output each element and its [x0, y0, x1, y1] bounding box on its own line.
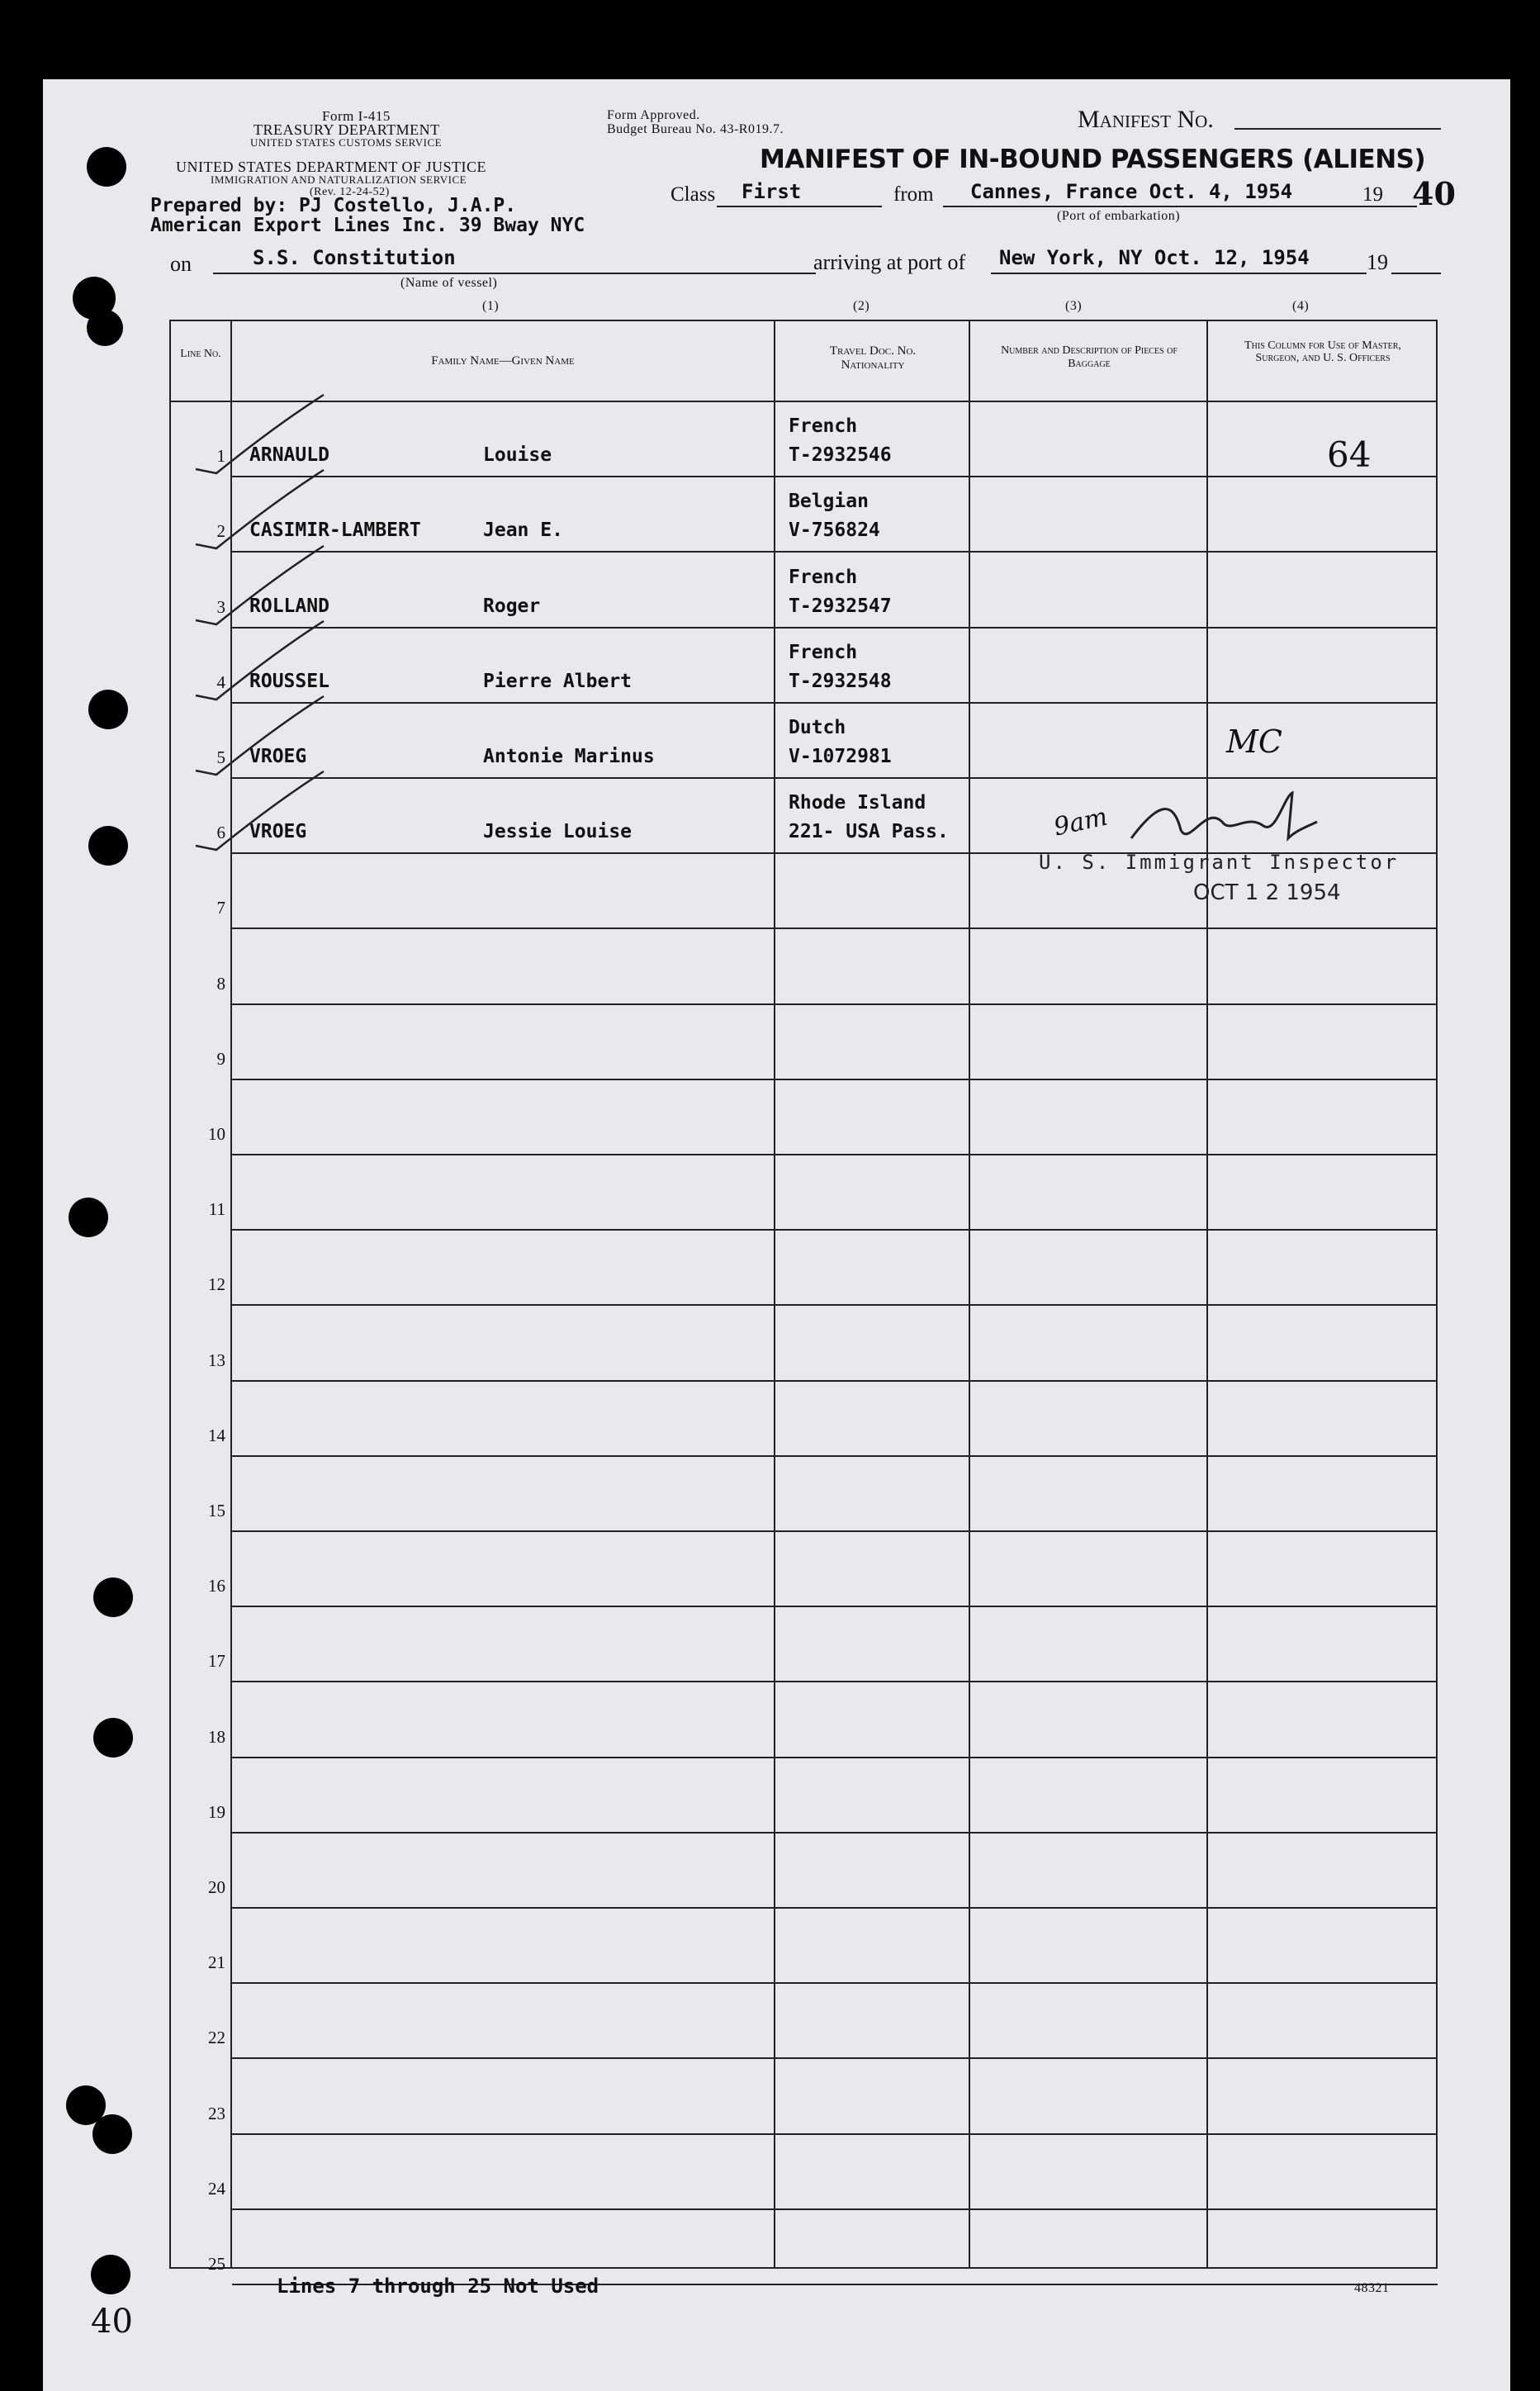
punch-hole — [93, 1577, 133, 1617]
line-number: 1 — [216, 446, 225, 467]
line-number: 14 — [208, 1425, 225, 1445]
family-name: ROLLAND — [249, 595, 329, 617]
given-name: Jessie Louise — [483, 821, 633, 843]
table-row — [171, 2135, 1438, 2210]
inspector-stamp: U. S. Immigrant Inspector — [1039, 851, 1400, 874]
line-number: 10 — [208, 1123, 225, 1144]
inspector-signature — [1123, 789, 1321, 855]
form-number: Form I-415 — [322, 108, 391, 124]
year-prefix-1: 19 — [1362, 183, 1383, 206]
justice-label: UNITED STATES DEPARTMENT OF JUSTICE — [176, 159, 487, 175]
arrival-underline — [991, 273, 1367, 274]
line-number: 22 — [208, 2028, 225, 2048]
ins-label: IMMIGRATION AND NATURALIZATION SERVICE — [211, 173, 467, 186]
on-label: on — [170, 252, 192, 276]
table-row — [171, 1682, 1438, 1758]
approved-label: Form Approved. — [607, 108, 700, 122]
line-number: 5 — [216, 747, 225, 767]
officers-header: This Column for Use of Master, Surgeon, and U. S. Officers — [1244, 339, 1401, 364]
travel-doc-number: V-756824 — [789, 519, 880, 542]
travel-doc-number: 221- USA Pass. — [789, 821, 949, 843]
line-number: 7 — [216, 898, 225, 918]
customs-label: UNITED STATES CUSTOMS SERVICE — [250, 136, 443, 149]
rev-label: (Rev. 12-24-52) — [310, 186, 390, 198]
port-embark-caption: (Port of embarkation) — [1057, 209, 1181, 223]
arriving-label: arriving at port of — [813, 250, 966, 274]
class-underline — [717, 206, 882, 207]
line-number: 4 — [216, 671, 225, 692]
line-number: 8 — [216, 973, 225, 994]
table-row — [171, 929, 1438, 1004]
family-name: CASIMIR-LAMBERT — [249, 519, 421, 542]
family-name: VROEG — [249, 745, 307, 767]
nationality: Dutch — [789, 716, 846, 738]
line-number: 25 — [208, 2253, 225, 2274]
punch-hole — [88, 690, 128, 729]
col4-number: (4) — [1292, 299, 1310, 313]
manifest-no-line — [1234, 128, 1441, 130]
travel-doc-number: T-2932547 — [789, 595, 892, 617]
table-row — [171, 1909, 1438, 1984]
vessel-caption: (Name of vessel) — [400, 276, 498, 290]
year-prefix-2: 19 — [1367, 250, 1388, 274]
officer-initials: MC — [1226, 723, 1282, 760]
table-row — [171, 1231, 1438, 1306]
col2-number: (2) — [853, 299, 870, 313]
family-name: VROEG — [249, 821, 307, 843]
family-name: ARNAULD — [249, 444, 329, 467]
table-row — [171, 629, 1438, 704]
punch-hole — [87, 147, 126, 187]
budget-label: Budget Bureau No. 43-R019.7. — [607, 122, 784, 136]
treasury-label: TREASURY DEPARTMENT — [254, 121, 440, 138]
punch-hole — [69, 1198, 108, 1237]
table-row — [171, 2059, 1438, 2134]
line-number: 3 — [216, 596, 225, 617]
line-number: 18 — [208, 1726, 225, 1747]
nationality: French — [789, 415, 858, 438]
table-row — [171, 1306, 1438, 1381]
travel-doc-number: T-2932546 — [789, 444, 892, 467]
line-number: 12 — [208, 1274, 225, 1295]
table-row — [171, 1155, 1438, 1231]
line-number: 16 — [208, 1576, 225, 1596]
manifest-title: MANIFEST OF IN-BOUND PASSENGERS (ALIENS) — [760, 145, 1426, 174]
nationality: French — [789, 641, 858, 663]
travel-doc-number: V-1072981 — [789, 745, 892, 767]
table-row — [171, 402, 1438, 477]
table-row — [171, 1758, 1438, 1834]
table-row — [171, 553, 1438, 628]
line-number: 13 — [208, 1350, 225, 1370]
line-number: 21 — [208, 1952, 225, 1973]
line-number: 6 — [216, 823, 225, 843]
table-row — [171, 1457, 1438, 1532]
officer-number: 64 — [1327, 434, 1372, 475]
nationality: French — [789, 566, 858, 588]
class-label: Class — [670, 183, 716, 206]
baggage-header: Number and Description of Pieces of Baggage — [1001, 344, 1178, 370]
line-number: 23 — [208, 2103, 225, 2123]
table-row — [171, 1532, 1438, 1607]
arrival-port: New York, NY Oct. 12, 1954 — [999, 246, 1310, 269]
line-number: 19 — [208, 1801, 225, 1822]
line-no-header: Line No. — [180, 348, 221, 360]
given-name: Antonie Marinus — [483, 745, 655, 767]
vessel-underline — [213, 273, 816, 274]
col3-number: (3) — [1065, 299, 1083, 313]
footer-note: Lines 7 through 25 Not Used — [277, 2275, 599, 2298]
passenger-table — [169, 320, 1438, 2274]
company-line: American Export Lines Inc. 39 Bway NYC — [150, 215, 585, 236]
table-row — [171, 477, 1438, 553]
punch-hole — [88, 826, 128, 866]
col1-number: (1) — [482, 299, 500, 313]
punch-hole — [93, 1718, 133, 1758]
table-row — [171, 1382, 1438, 1457]
table-row — [171, 1005, 1438, 1080]
given-name: Pierre Albert — [483, 670, 633, 692]
table-row — [171, 1984, 1438, 2059]
line-number: 17 — [208, 1651, 225, 1672]
from-label: from — [893, 183, 934, 206]
prepared-by: Prepared by: PJ Costello, J.A.P. — [150, 195, 517, 216]
line-number: 24 — [208, 2178, 225, 2199]
travel-doc-header: Travel Doc. No. Nationality — [829, 344, 917, 372]
page-number: 40 — [91, 2303, 133, 2341]
line-number: 15 — [208, 1500, 225, 1520]
from-value: Cannes, France Oct. 4, 1954 — [970, 180, 1293, 203]
vessel-name: S.S. Constitution — [253, 246, 456, 269]
punch-hole — [91, 2255, 130, 2294]
line-number: 11 — [208, 1199, 225, 1220]
line-number: 20 — [208, 1876, 225, 1897]
year-underline — [1391, 273, 1441, 274]
punch-hole — [92, 2114, 132, 2154]
punch-hole — [87, 310, 123, 346]
form-code: 48321 — [1354, 2281, 1390, 2295]
time-note: 9am — [1051, 802, 1111, 842]
table-row — [171, 1080, 1438, 1155]
manifest-no-label: Manifest No. — [1078, 106, 1214, 133]
page-stamp-top: 40 — [1412, 175, 1456, 212]
table-row — [171, 1834, 1438, 1909]
stamp-date: OCT 1 2 1954 — [1193, 880, 1341, 905]
nationality: Belgian — [789, 491, 869, 513]
family-name: ROUSSEL — [249, 670, 329, 692]
line-number: 9 — [216, 1048, 225, 1069]
name-header: Family Name—Given Name — [431, 354, 575, 368]
travel-doc-number: T-2932548 — [789, 670, 892, 692]
line-number: 2 — [216, 521, 225, 542]
given-name: Louise — [483, 444, 552, 467]
check-mark — [179, 767, 336, 866]
from-underline — [943, 206, 1417, 207]
given-name: Jean E. — [483, 519, 563, 542]
table-row — [171, 1607, 1438, 1682]
nationality: Rhode Island — [789, 792, 926, 814]
class-value: First — [742, 180, 802, 203]
given-name: Roger — [483, 595, 541, 617]
